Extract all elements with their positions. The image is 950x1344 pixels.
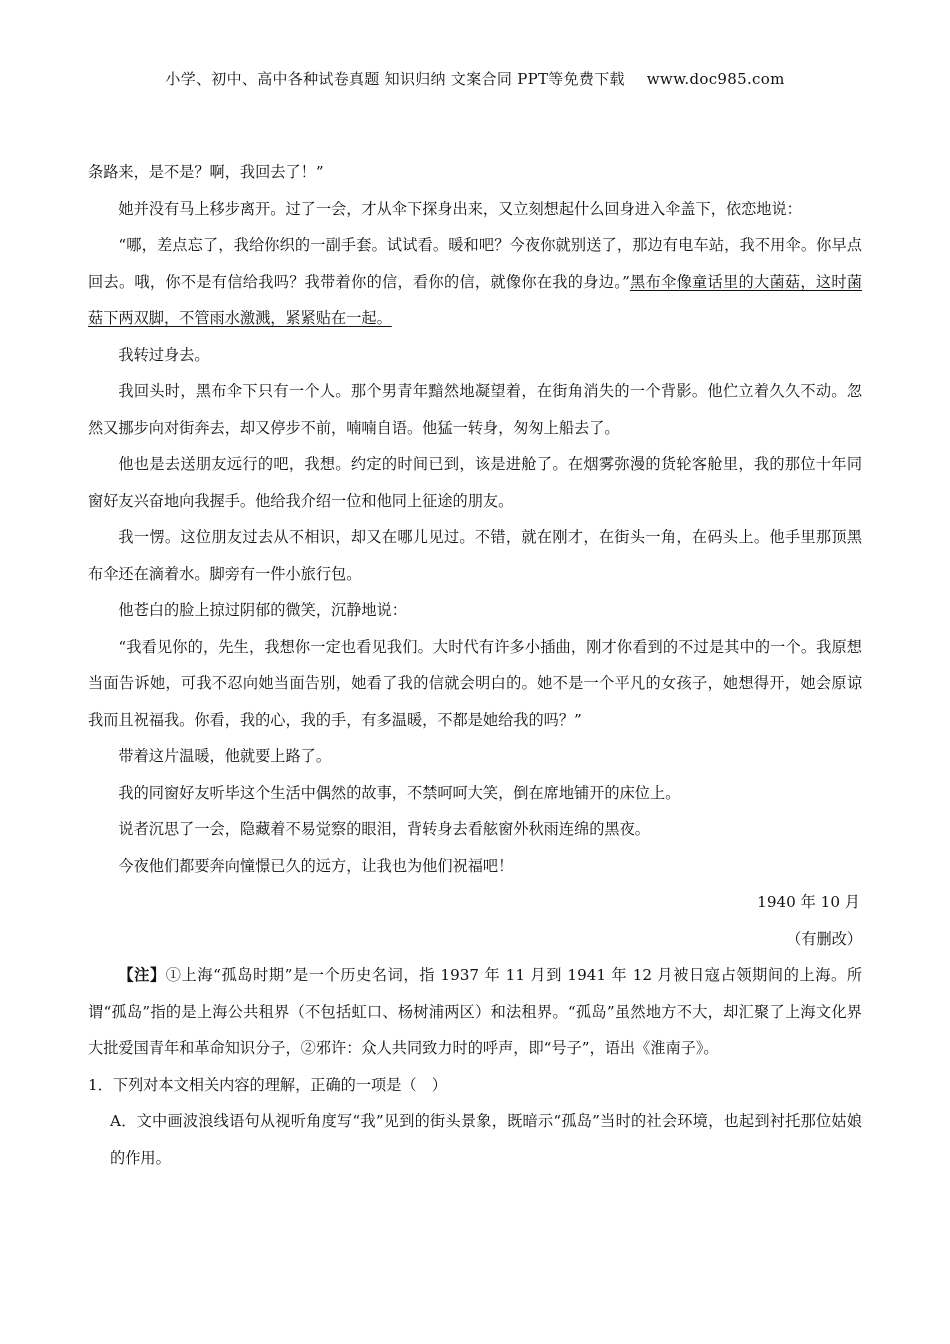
option-a-text: 文中画波浪线语句从视听角度写“我”见到的街头景象，既暗示“孤岛”当时的社会环境，也起到衬托那位姑娘的作用。 (110, 1112, 862, 1167)
note-text: ①上海“孤岛时期”是一个历史名词，指 1937 年 11 月到 1941 年 12 月被日寇占领期间的上海。所谓“孤岛”指的是上海公共租界（不包括虹口、杨树浦两区）和法租界。“孤岛”虽然地方不大，却汇聚了上海文化界大批爱国青年和革命知识分子，②邪许：众人共同致力时的呼声，即“号子”，语出《淮南子》。 (88, 966, 863, 1057)
paragraph-6: 我一愣。这位朋友过去从不相识，却又在哪儿见过。不错，就在刚才，在街头一角，在码头上。他手里那顶黑布伞还在滴着水。脚旁有一件小旅行包。 (88, 528, 862, 583)
paragraph-7: 他苍白的脸上掠过阴郁的微笑，沉静地说： (118, 601, 407, 619)
header-url[interactable]: www.doc985.com (646, 70, 785, 88)
paragraph-2-underlined: 黑布伞像童话里的大菌菇，这时菌菇下两双脚，不管雨水激溅，紧紧贴在一起。 (88, 272, 863, 327)
paragraph-5: 他也是去送朋友远行的吧，我想。约定的时间已到，该是进舱了。在烟雾弥漫的货轮客舱里，我的那位十年同窗好友兴奋地向我握手。他给我介绍一位和他同上征途的朋友。 (88, 455, 862, 510)
paragraph-2-dialogue: “哪，差点忘了，我给你织的一副手套。试试看。暖和吧？今夜你就别送了，那边有电车站，我不用伞。你早点回去。哦，你不是有信给我吗？我带着你的信，看你的信，就像你在我的身边。” (88, 236, 862, 291)
paragraph-2 (88, 227, 862, 337)
paragraph-8: “我看见你的，先生，我想你一定也看见我们。大时代有许多小插曲，刚才你看到的不过是其中的一个。我原想当面告诉她，可我不忍向她当面告别，她看了我的信就会明白的。她不是一个平凡的女孩子，她想得开，她会原谅我而且祝福我。你看，我的心，我的手，有多温暖，不都是她给我的吗？” (88, 637, 862, 729)
paragraph-12: 今夜他们都要奔向憧憬已久的远方，让我也为他们祝福吧！ (118, 856, 514, 875)
document-body (88, 154, 862, 1176)
option-a-label: A． (110, 1112, 137, 1130)
note-label: 【注】 (118, 966, 166, 984)
annotation-note (88, 957, 862, 1067)
question-number: 1． (88, 1075, 113, 1094)
paragraph-1: 她并没有马上移步离开。过了一会，才从伞下探身出来，又立刻想起什么回身进入伞盖下，依恋地说： (118, 199, 802, 218)
page-header (0, 68, 950, 89)
paragraph-0: 条路来，是不是？啊，我回去了！” (88, 163, 324, 181)
question-1 (88, 1067, 862, 1104)
paragraph-3: 我转过身去。 (118, 345, 210, 364)
paragraph-11: 说者沉思了一会，隐藏着不易觉察的眼泪，背转身去看舷窗外秋雨连绵的黑夜。 (118, 820, 650, 838)
option-a (88, 1103, 862, 1176)
source-note: （有删改） (786, 929, 862, 948)
paragraph-9: 带着这片温暖，他就要上路了。 (118, 747, 332, 765)
question-stem: 下列对本文相关内容的理解，正确的一项是（ ） (112, 1075, 447, 1094)
header-text: 小学、初中、高中各种试卷真题 知识归纳 文案合同 PPT等免费下载 (165, 70, 625, 88)
paragraph-4: 我回头时，黑布伞下只有一个人。那个男青年黯然地凝望着，在街角消失的一个背影。他伫立着久久不动。忽然又挪步向对街奔去，却又停步不前，喃喃自语。他猛一转身，匆匆上船去了。 (88, 382, 862, 437)
article-date: 1940 年 10 月 (757, 893, 860, 911)
paragraph-10: 我的同窗好友听毕这个生活中偶然的故事，不禁呵呵大笑，倒在席地铺开的床位上。 (118, 783, 681, 802)
